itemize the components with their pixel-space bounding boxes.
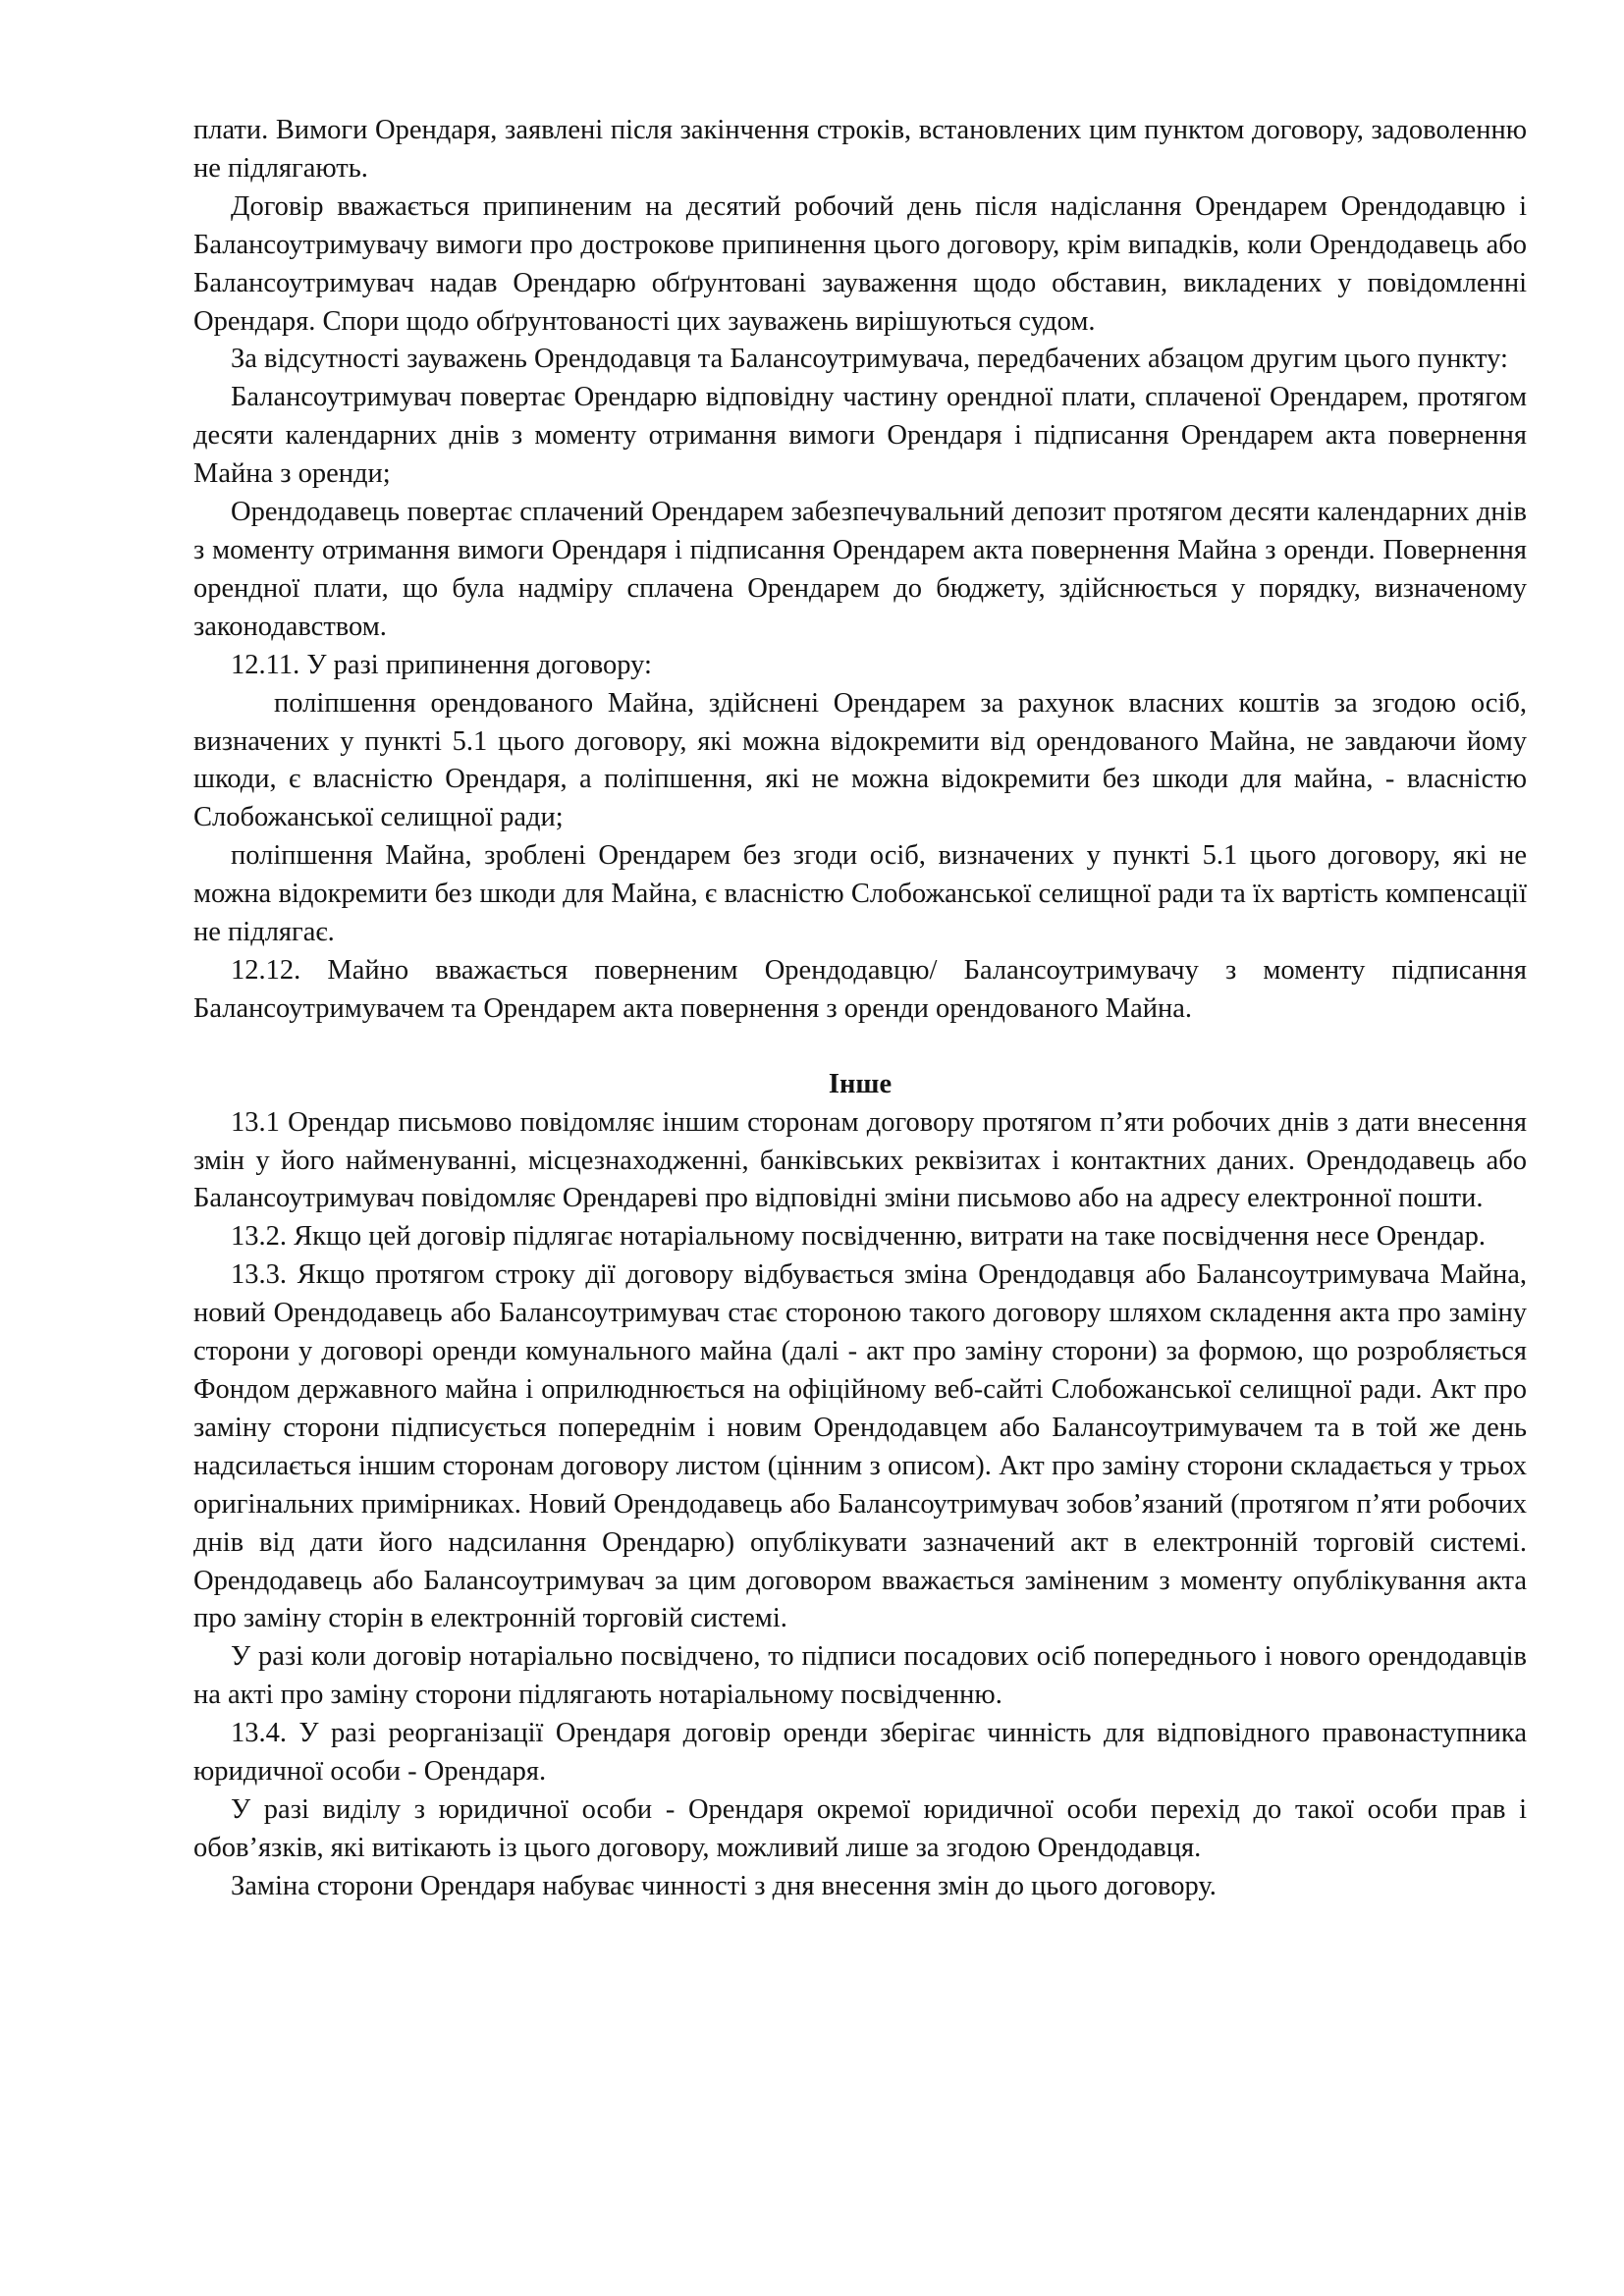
paragraph-12-12: 12.12. Майно вважається поверненим Орендодавцю/ Балансоутримувачу з моменту підписання Балансоутримувачем та Орендарем акта повернення з оренди орендованого Майна. (193, 954, 1527, 1024)
paragraph-early-termination: Договір вважається припиненим на десятий робочий день після надіслання Орендарем Орендодавцю і Балансоутримувачу вимоги про дострокове припинення цього договору, крім випадків, коли Орендодавець або Балансоутримувач надав Орендарю обґрунтовані зауваження щодо обставин, викладених у повідомленні Орендаря. Спори щодо обґрунтованості цих зауважень вирішуються судом. (193, 190, 1527, 337)
paragraph-spin-off: У разі виділу з юридичної особи - Орендаря окремої юридичної особи перехід до такої особи прав і обов’язків, які витікають із цього договору, можливий лише за згодою Орендодавця. (193, 1793, 1527, 1863)
paragraph-12-11: 12.11. У разі припинення договору: (231, 649, 652, 680)
paragraph-13-1: 13.1 Орендар письмово повідомляє іншим сторонам договору протягом п’яти робочих днів з дати внесення змін у його найменуванні, місцезнаходженні, банківських реквізитах і контактних даних. Орендодавець або Балансоутримувач повідомляє Орендареві про відповідні зміни письмово або на адресу електронної пошти. (193, 1106, 1527, 1214)
paragraph-improvements-unauthorized: поліпшення Майна, зроблені Орендарем без згоди осіб, визначених у пункті 5.1 цього договору, які не можна відокремити без шкоди для Майна, є власністю Слобожанської селищної ради та їх вартість компенсації не підлягає. (193, 840, 1527, 948)
paragraph-13-4: 13.4. У разі реорганізації Орендаря договір оренди зберігає чинність для відповідного правонаступника юридичної особи - Орендаря. (193, 1718, 1527, 1788)
paragraph-deposit-refund: Орендодавець повертає сплачений Орендарем забезпечувальний депозит протягом десяти календарних днів з моменту отримання вимоги Орендаря і підписання Орендарем акта повернення Майна з оренди. Повернення орендної плати, що була надміру сплачена Орендарем до бюджету, здійснюється у порядку, визначеному законодавством. (193, 497, 1527, 642)
paragraph-13-2: 13.2. Якщо цей договір підлягає нотаріальному посвідченню, витрати на таке посвідчення несе Орендар. (231, 1221, 1487, 1253)
paragraph-rent-refund: Балансоутримувач повертає Орендарю відповідну частину орендної плати, сплаченої Орендарем, протягом десяти календарних днів з моменту отримання вимоги Орендаря і підписання Орендарем акта повернення Майна з оренди; (193, 382, 1527, 490)
paragraph-13-3: 13.3. Якщо протягом строку дії договору відбувається зміна Орендодавця або Балансоутримувача Майна, новий Орендодавець або Балансоутримувач стає стороною такого договору шляхом складення акта про заміну сторони у договорі оренди комунального майна (далі - акт про заміну сторони) за формою, що розробляється Фондом державного майна і оприлюднюється на офіційному веб-сайті Слобожанської селищної ради. Акт про заміну сторони підписується попереднім і новим Орендодавцем або Балансоутримувачем та в той же день надсилається іншим сторонам договору листом (цінним з описом). Акт про заміну сторони складається у трьох оригінальних примірниках. Новий Орендодавець або Балансоутримувач зобов’язаний (протягом п’яти робочих днів від дати його надсилання Орендарю) опублікувати зазначений акт в електронній торговій системі. Орендодавець або Балансоутримувач за цим договором вважається заміненим з моменту опублікування акта про заміну сторін в електронній торговій системі. (193, 1259, 1527, 1634)
section-heading-other: Інше (828, 1068, 893, 1099)
paragraph-claims-deadline: плати. Вимоги Орендаря, заявлені після закінчення строків, встановлених цим пунктом договору, задоволенню не підлягають. (193, 115, 1527, 184)
document-page (193, 112, 1527, 1906)
paragraph-party-replacement: Заміна сторони Орендаря набуває чинності з дня внесення змін до цього договору. (231, 1870, 1217, 1901)
paragraph-notarized-signatures: У разі коли договір нотаріально посвідчено, то підписи посадових осіб попереднього і нового орендодавців на акті про заміну сторони підлягають нотаріальному посвідченню. (193, 1641, 1527, 1711)
paragraph-improvements-separable: поліпшення орендованого Майна, здійснені Орендарем за рахунок власних коштів за згодою осіб, визначених у пункті 5.1 цього договору, які можна відокремити від орендованого Майна, не завдаючи йому шкоди, є власністю Орендаря, а поліпшення, які не можна відокремити без шкоди для майна, - власністю Слобожанської селищної ради; (193, 687, 1527, 833)
paragraph-no-objections: За відсутності зауважень Орендодавця та Балансоутримувача, передбачених абзацом другим цього пункту: (231, 344, 1508, 375)
